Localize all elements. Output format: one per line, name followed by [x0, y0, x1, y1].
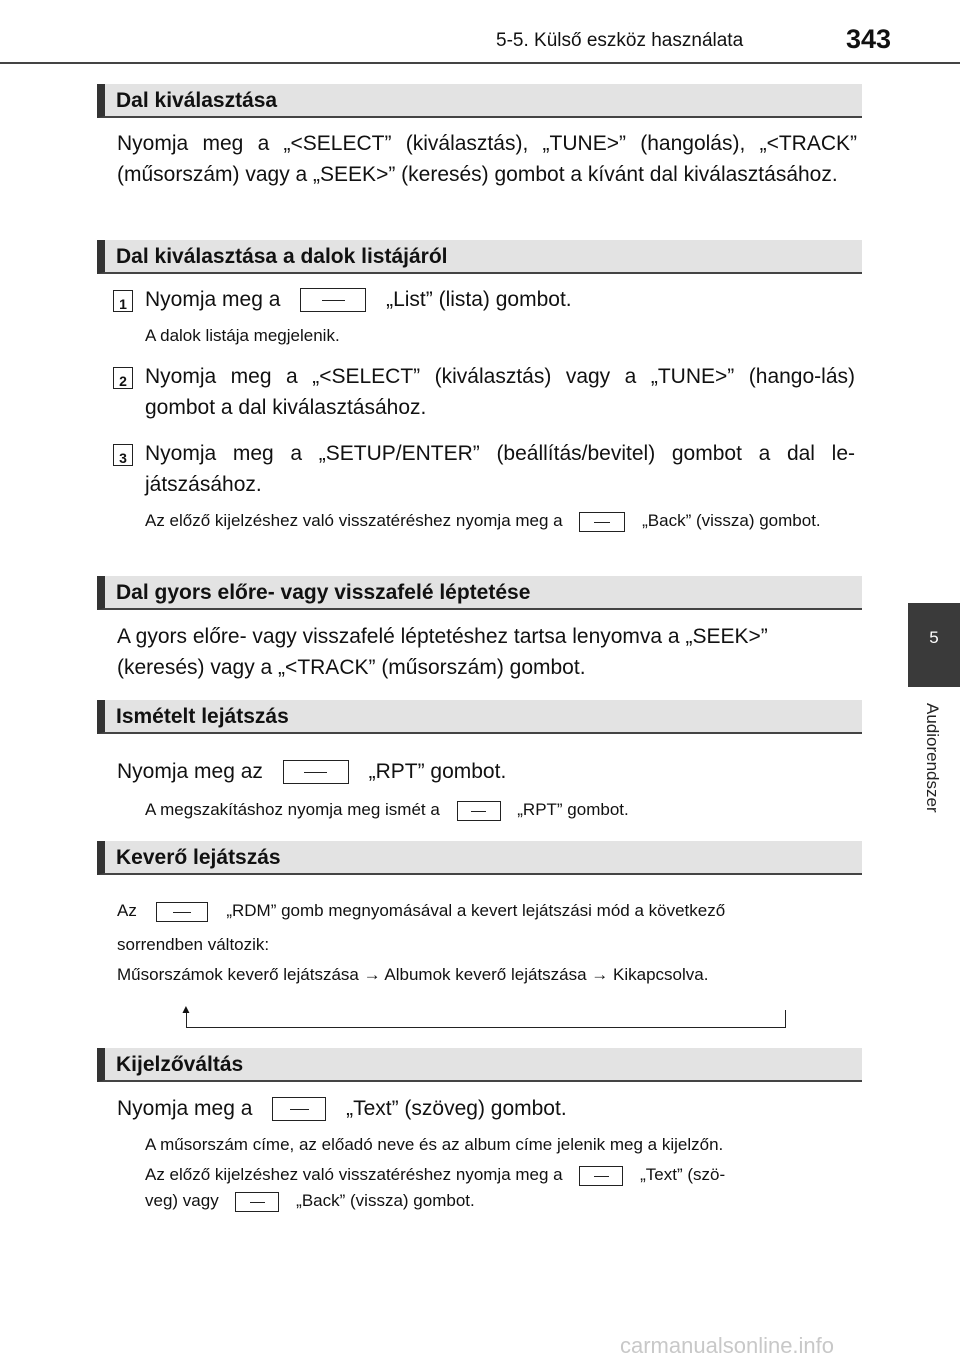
- mode-sequence: Műsorszámok keverő lejátszása → Albumok keverő lejátszása → Kikapcsolva.: [117, 965, 709, 984]
- text: Nyomja meg az: [117, 760, 263, 783]
- step-1: [145, 284, 865, 315]
- text: Nyomja meg a: [117, 1097, 253, 1120]
- section-title: Ismételt lejátszás: [116, 705, 289, 728]
- text: „RDM” gomb megnyomásával a kevert lejátszási mód a következő: [226, 901, 726, 920]
- note: [145, 797, 629, 823]
- arrow-up-icon: ▲: [180, 1002, 192, 1016]
- back-button-icon: [235, 1192, 279, 1212]
- paragraph: [117, 1093, 567, 1124]
- section-title: Keverő lejátszás: [116, 846, 281, 869]
- page-number: 343: [846, 24, 892, 54]
- note-text: „Back” (vissza) gombot.: [296, 1191, 475, 1210]
- step-3: Nyomja meg a „SETUP/ENTER” (beállítás/bevitel) gombot a dal le-játszásához.: [145, 442, 855, 496]
- list-button-icon: [300, 288, 366, 312]
- section-header: 5-5. Külső eszköz használata: [496, 30, 744, 51]
- paragraph: Nyomja meg a „<SELECT” (kiválasztás), „TUNE>” (hangolás), „<TRACK” (műsorszám) vagy a „SEEK>” (keresés) gombot a kívánt dal kiválasztásához.: [117, 132, 857, 186]
- note-text: Az előző kijelzéshez való visszatéréshez nyomja meg a: [145, 1165, 563, 1184]
- back-button-icon: [579, 512, 625, 532]
- section-title-bar: [97, 576, 862, 610]
- note-text: „Back” (vissza) gombot.: [642, 511, 821, 530]
- note: [145, 1162, 857, 1188]
- rpt-button-icon: [457, 801, 501, 821]
- step-number: 1: [113, 290, 133, 312]
- section-title: Dal kiválasztása: [116, 89, 278, 112]
- section-title-bar: [97, 84, 862, 118]
- note-text: „RPT” gombot.: [517, 800, 629, 819]
- rpt-button-icon: [283, 760, 349, 784]
- text-button-icon: [579, 1166, 623, 1186]
- note-text: „Text” (szö-: [640, 1165, 726, 1184]
- section-title-bar: [97, 841, 862, 875]
- step-note: [145, 508, 857, 534]
- text: Az: [117, 901, 137, 920]
- header-rule: [0, 62, 960, 64]
- section-title-bar: [97, 240, 862, 274]
- section-title: Dal kiválasztása a dalok listájáról: [116, 245, 448, 268]
- step-text: Nyomja meg a: [145, 288, 281, 311]
- paragraph: [117, 898, 857, 924]
- text: „Text” (szöveg) gombot.: [346, 1097, 567, 1120]
- text-button-icon: [272, 1097, 326, 1121]
- text: „RPT” gombot.: [368, 760, 507, 783]
- step-number: 2: [113, 367, 133, 389]
- paragraph: [117, 756, 506, 787]
- note-text: Az előző kijelzéshez való visszatéréshez nyomja meg a: [145, 511, 563, 530]
- note-text: veg) vagy: [145, 1191, 219, 1210]
- step-number: 3: [113, 444, 133, 466]
- section-title-bar: [97, 700, 862, 734]
- text: sorrendben változik:: [117, 935, 270, 954]
- step-note: A dalok listája megjelenik.: [145, 326, 340, 345]
- chapter-tab: 5: [908, 603, 960, 687]
- watermark: carmanualsonline.info: [620, 1333, 835, 1358]
- section-title-bar: [97, 1048, 862, 1082]
- note: [145, 1188, 475, 1214]
- step-2: Nyomja meg a „<SELECT” (kiválasztás) vagy a „TUNE>” (hango-lás) gombot a dal kiválasztásához.: [145, 365, 855, 419]
- note: A műsorszám címe, az előadó neve és az album címe jelenik meg a kijelzőn.: [145, 1135, 724, 1154]
- paragraph: A gyors előre- vagy visszafelé léptetéshez tartsa lenyomva a „SEEK>” (keresés) vagy a „<TRACK” (műsorszám) gombot.: [117, 625, 768, 679]
- section-title: Kijelzőváltás: [116, 1053, 244, 1076]
- step-text: „List” (lista) gombot.: [386, 288, 572, 311]
- rdm-button-icon: [156, 902, 208, 922]
- chapter-label: Audiorendszer: [923, 703, 942, 813]
- section-title: Dal gyors előre- vagy visszafelé léptetése: [116, 581, 531, 604]
- note-text: A megszakításhoz nyomja meg ismét a: [145, 800, 440, 819]
- cycle-arrow-line: [186, 1010, 786, 1028]
